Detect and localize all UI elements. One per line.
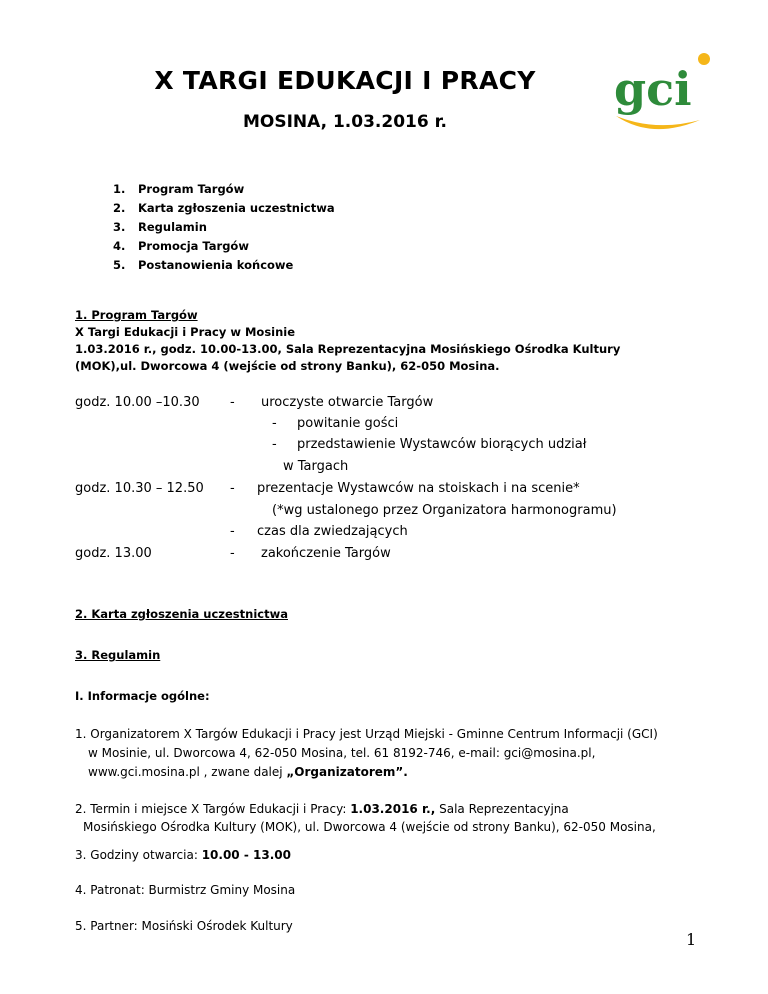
- logo-text: gci: [614, 62, 692, 116]
- page-number: 1: [686, 930, 697, 949]
- info-paragraph: 1. Organizatorem X Targów Edukacji i Pracy jest Urząd Miejski - Gminne Centrum Informacji (GCI): [75, 727, 658, 741]
- toc-item: 1. Program Targów: [113, 182, 245, 196]
- logo-dot: [698, 53, 710, 65]
- logo-swoosh: [616, 116, 700, 129]
- info-paragraph: www.gci.mosina.pl , zwane dalej „Organizatorem”.: [88, 765, 408, 779]
- schedule-subevent: przedstawienie Wystawców biorących udział: [297, 437, 587, 452]
- info-heading: I. Informacje ogólne:: [75, 689, 210, 703]
- toc-item: 3. Regulamin: [113, 220, 207, 234]
- schedule-dash: -: [230, 395, 235, 410]
- schedule-event: uroczyste otwarcie Targów: [261, 395, 434, 410]
- schedule-dash: -: [272, 416, 277, 431]
- info-paragraph: 2. Termin i miejsce X Targów Edukacji i Pracy: 1.03.2016 r., Sala Reprezentacyjna: [75, 802, 569, 816]
- schedule-dash: -: [272, 437, 277, 452]
- document-title: X TARGI EDUKACJI I PRACY: [154, 66, 536, 95]
- schedule-time: godz. 10.30 – 12.50: [75, 481, 204, 496]
- info-paragraph: 3. Godziny otwarcia: 10.00 - 13.00: [75, 848, 291, 862]
- schedule-subevent: powitanie gości: [297, 416, 399, 431]
- schedule-dash: -: [230, 524, 235, 539]
- schedule-time: godz. 13.00: [75, 546, 152, 561]
- toc-item: 2. Karta zgłoszenia uczestnictwa: [113, 201, 335, 215]
- section-heading: 3. Regulamin: [75, 648, 161, 662]
- document-subtitle: MOSINA, 1.03.2016 r.: [242, 112, 448, 132]
- schedule-dash: -: [230, 481, 235, 496]
- info-paragraph: 4. Patronat: Burmistrz Gminy Mosina: [75, 883, 296, 897]
- info-paragraph: w Mosinie, ul. Dworcowa 4, 62-050 Mosina, tel. 61 8192-746, e-mail: gci@mosina.pl,: [88, 746, 596, 760]
- schedule-note: (*wg ustalonego przez Organizatora harmonogramu): [272, 503, 617, 518]
- schedule-event: czas dla zwiedzających: [257, 524, 408, 539]
- gci-logo: [612, 50, 712, 142]
- schedule-subevent-cont: w Targach: [283, 459, 349, 474]
- schedule-event: zakończenie Targów: [261, 546, 391, 561]
- program-line: X Targi Edukacji i Pracy w Mosinie: [75, 325, 296, 339]
- info-paragraph: Mosińskiego Ośrodka Kultury (MOK), ul. Dworcowa 4 (wejście od strony Banku), 62-050 Mosina,: [83, 820, 656, 834]
- program-line: 1.03.2016 r., godz. 10.00-13.00, Sala Reprezentacyjna Mosińskiego Ośrodka Kultury: [75, 342, 621, 356]
- schedule-event: prezentacje Wystawców na stoiskach i na scenie*: [257, 481, 580, 496]
- schedule-dash: -: [230, 546, 235, 561]
- program-line: (MOK),ul. Dworcowa 4 (wejście od strony Banku), 62-050 Mosina.: [75, 359, 500, 373]
- toc-item: 5. Postanowienia końcowe: [113, 258, 294, 272]
- toc-item: 4. Promocja Targów: [113, 239, 249, 253]
- program-heading: 1. Program Targów: [75, 308, 198, 322]
- table-of-contents: [113, 180, 335, 275]
- info-paragraph: 5. Partner: Mosiński Ośrodek Kultury: [75, 919, 293, 933]
- schedule-time: godz. 10.00 –10.30: [75, 395, 200, 410]
- section-heading: 2. Karta zgłoszenia uczestnictwa: [75, 607, 288, 621]
